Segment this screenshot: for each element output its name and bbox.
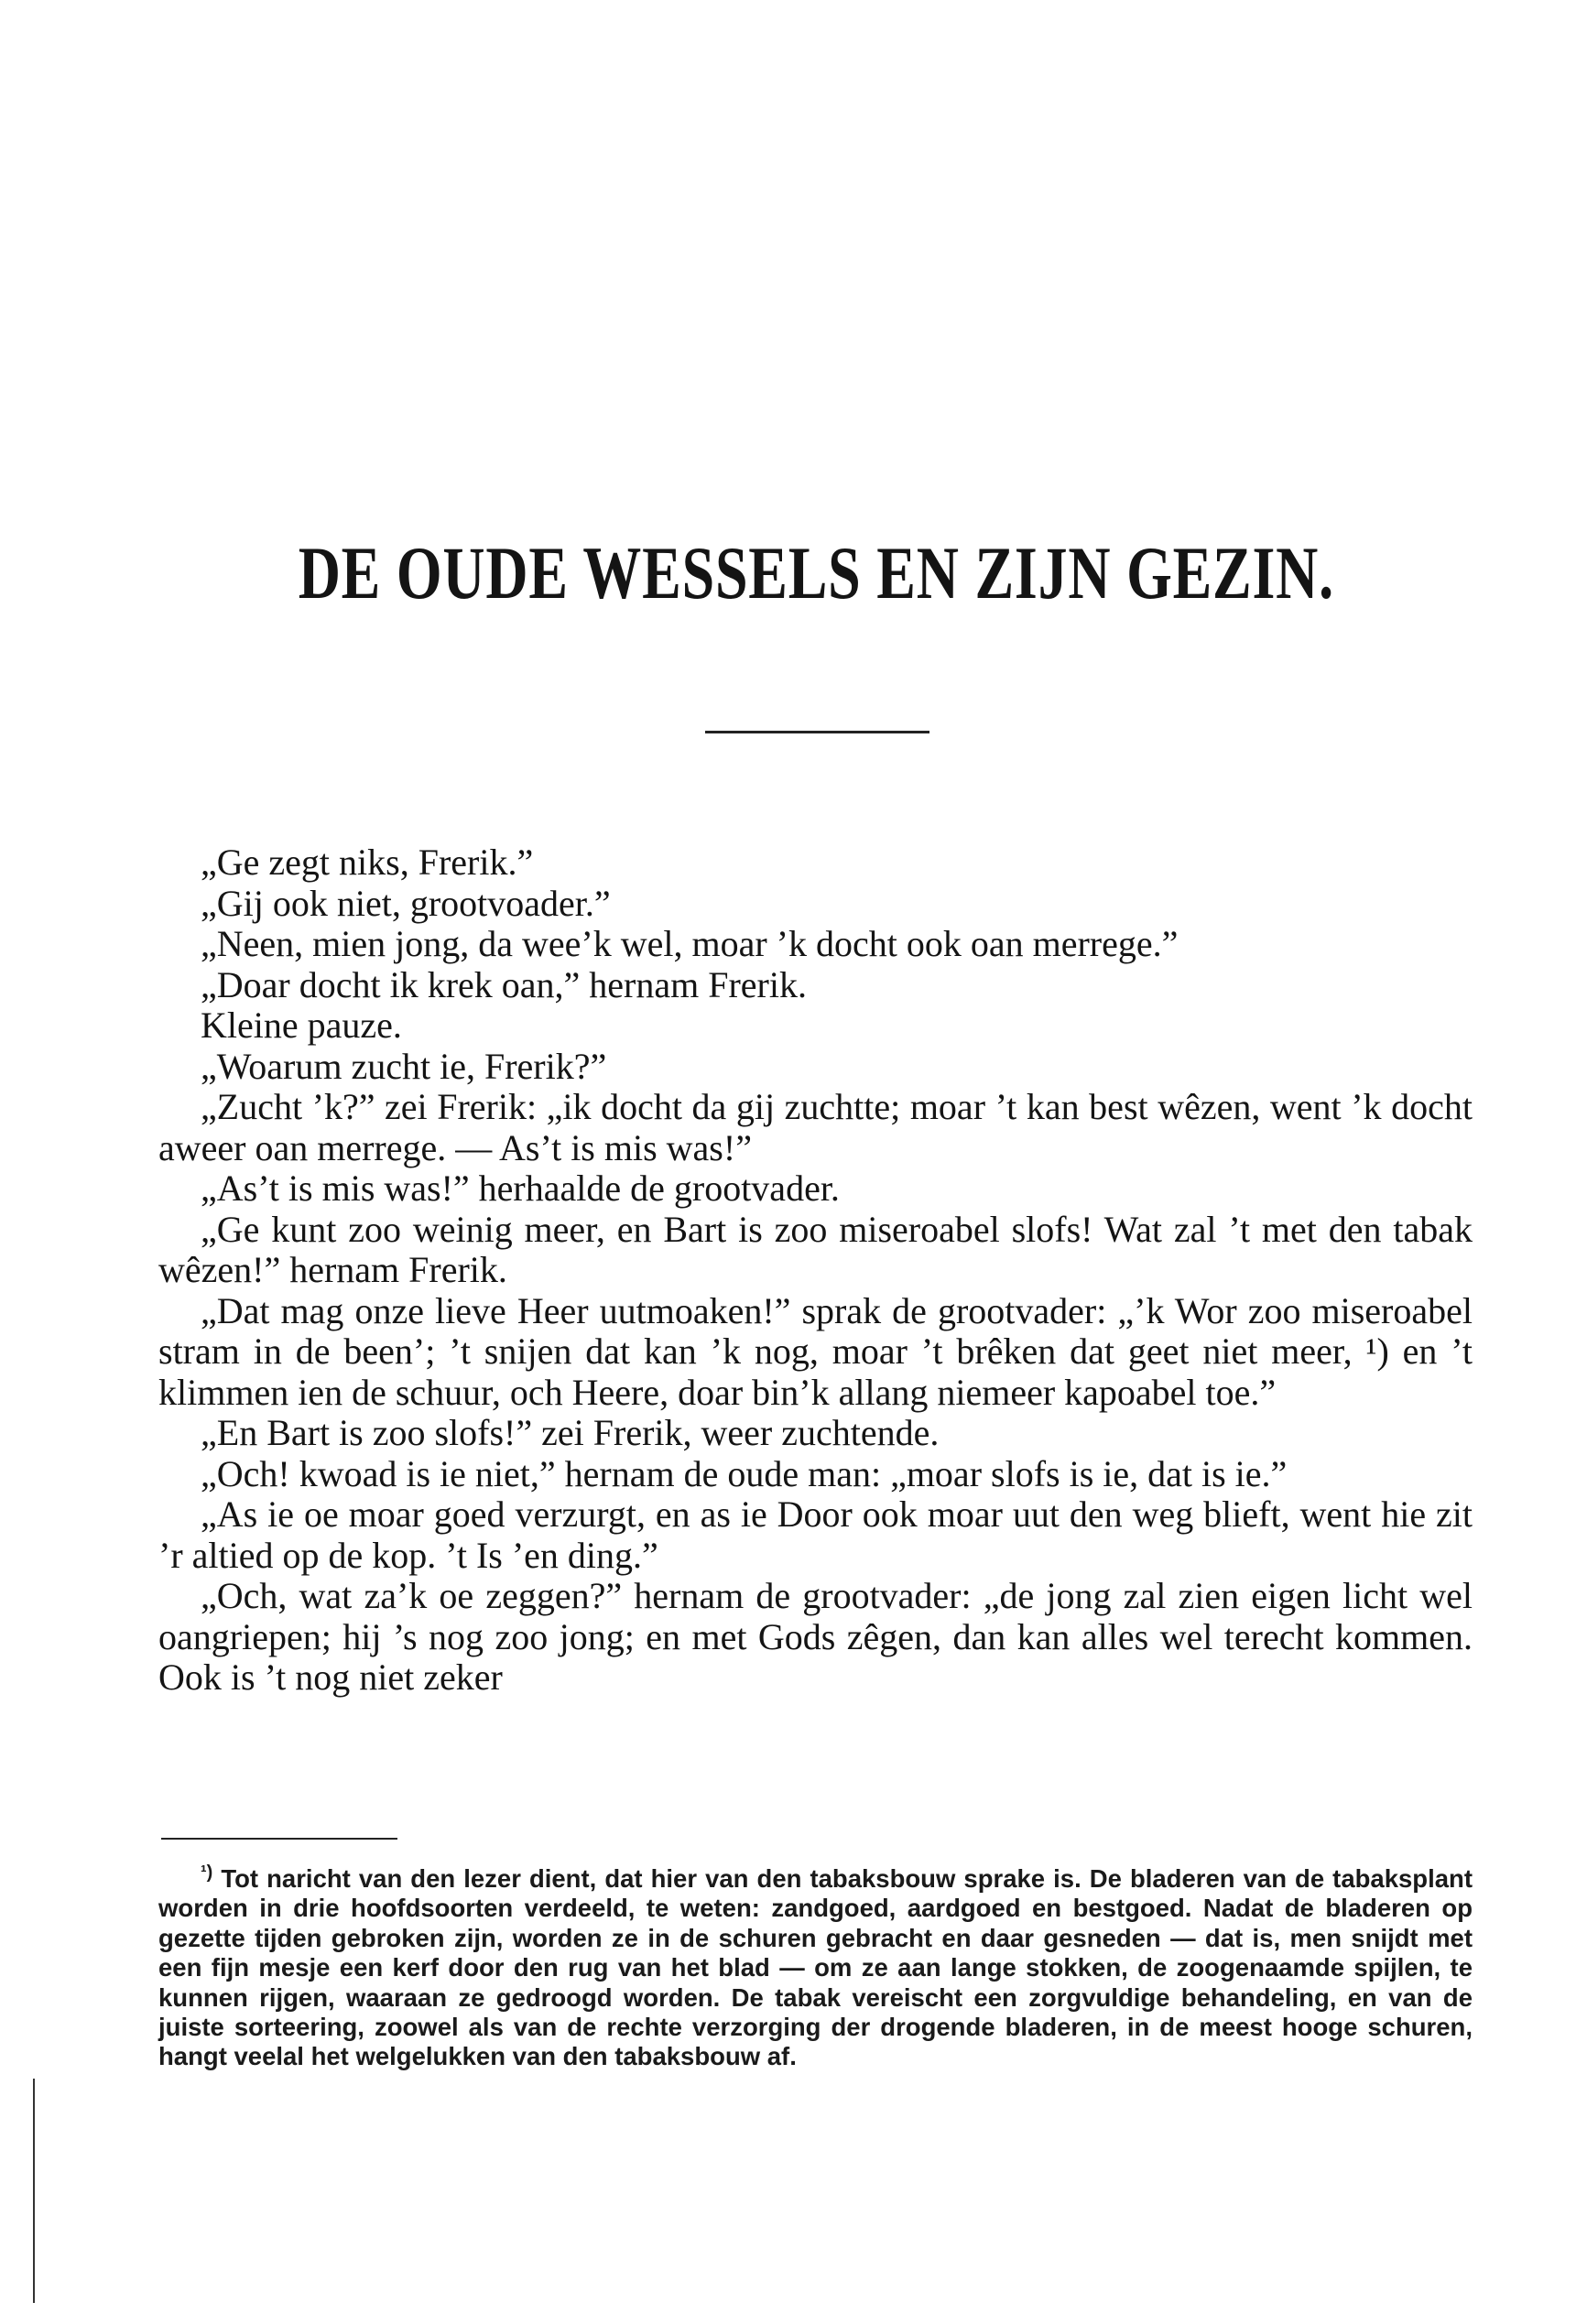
- paragraph-13: „As ie oe moar goed verzurgt, en as ie Door ook moar uut den weg blieft, went hie zit ’r altied op de kop. ’t Is ’en ding.”: [158, 1493, 1473, 1576]
- paragraph-1: „Ge zegt niks, Frerik.”: [201, 842, 534, 883]
- paragraph-3: „Neen, mien jong, da wee’k wel, moar ’k docht ook oan merrege.”: [201, 923, 1179, 964]
- paragraph-8: „As’t is mis was!” herhaalde de grootvader.: [201, 1167, 840, 1209]
- footnote-text: Tot naricht van den lezer dient, dat hier van den tabaksbouw sprake is. De bladeren van de tabaksplant worden in drie hoofdsoorten verdeeld, te weten: zandgoed, aardgoed en bestgoed. Nadat de bladeren op gezette tijden gebroken zijn, worden ze in de schuren gebracht en daar gesneden — dat is, men snijdt met een fijn mesje een kerf door den rug van het blad — om ze aan lange stokken, de zoogenaamde spijlen, te kunnen rijgen, waaraan ze gedroogd worden. De tabak vereischt een zorgvuldige behandeling, en van de juiste sorteering, zoowel als van de rechte verzorging der drogende bladeren, in de meest hooge schuren, hangt veelal het welgelukken van den tabaksbouw af.: [158, 1864, 1473, 2071]
- title-divider: [705, 731, 929, 733]
- paragraph-2: „Gij ook niet, grootvoader.”: [201, 882, 611, 924]
- body-text: [158, 842, 1473, 1699]
- paragraph-10: „Dat mag onze lieve Heer uutmoaken!” sprak de grootvader: „’k Wor zoo miseroabel stram in de been’; ’t snijen dat kan ’k nog, moar ’t brêken dat geet niet meer, ¹) en ’t klimmen ien de schuur, och Heere, doar bin’k allang niemeer kapoabel toe.”: [158, 1289, 1473, 1413]
- paragraph-9: „Ge kunt zoo weinig meer, en Bart is zoo miseroabel slofs! Wat zal ’t met den tabak wêzen!” hernam Frerik.: [158, 1208, 1473, 1290]
- paragraph-12: „Och! kwoad is ie niet,” hernam de oude man: „moar slofs is ie, dat is ie.”: [201, 1452, 1288, 1494]
- page-edge-mark: [33, 2079, 35, 2303]
- footnote: [158, 1864, 1473, 2072]
- footnote-divider: [161, 1838, 397, 1840]
- paragraph-7: „Zucht ’k?” zei Frerik: „ik docht da gij zuchtte; moar ’t kan best wêzen, went ’k docht aweer oan merrege. — As’t is mis was!”: [158, 1086, 1473, 1168]
- paragraph-4: „Doar docht ik krek oan,” hernam Frerik.: [201, 963, 807, 1005]
- paragraph-14: „Och, wat za’k oe zeggen?” hernam de grootvader: „de jong zal zien eigen licht wel oangriepen; hij ’s nog zoo jong; en met Gods zêgen, dan kan alles wel terecht kommen. Ook is ’t nog niet zeker: [158, 1575, 1473, 1698]
- paragraph-5: Kleine pauze.: [201, 1005, 402, 1046]
- paragraph-6: „Woarum zucht ie, Frerik?”: [201, 1045, 607, 1087]
- footnote-marker: ¹): [201, 1862, 213, 1883]
- chapter-title: DE OUDE WESSELS EN ZIJN GEZIN.: [298, 531, 1334, 614]
- paragraph-11: „En Bart is zoo slofs!” zei Frerik, weer zuchtende.: [201, 1412, 940, 1453]
